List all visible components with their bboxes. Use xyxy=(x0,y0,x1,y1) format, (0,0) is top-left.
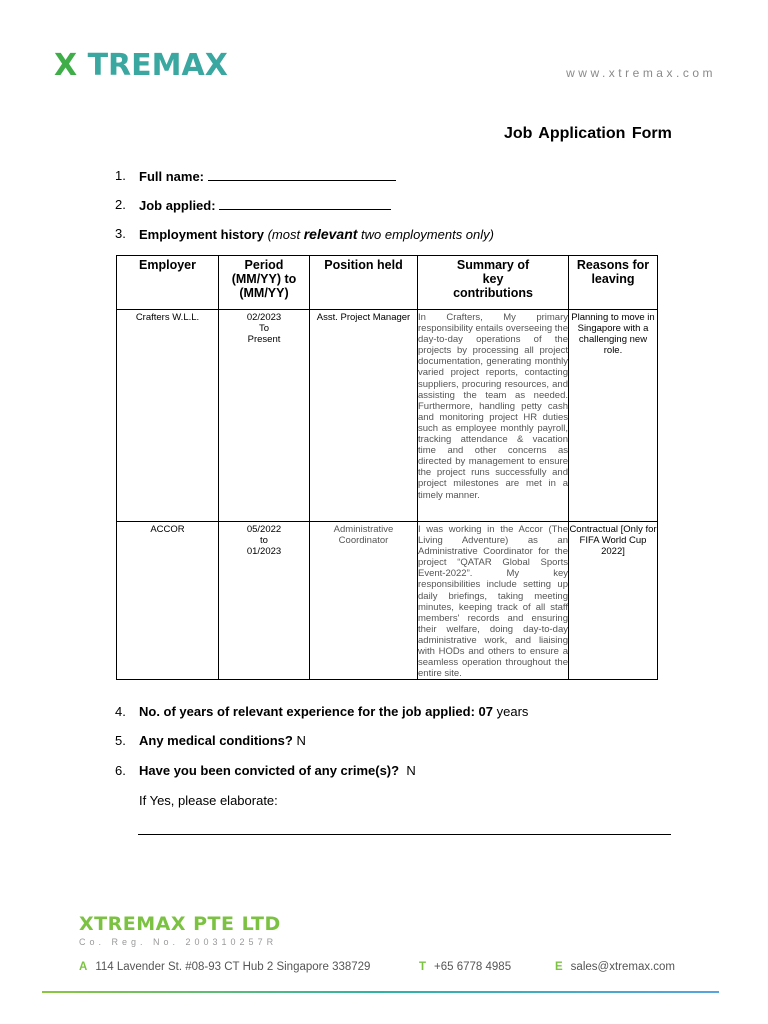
employer-cell: ACCOR xyxy=(117,522,219,680)
period-cell: 02/2023 To Present xyxy=(219,310,310,522)
full-name-field[interactable] xyxy=(208,168,396,181)
question-years-experience xyxy=(0,704,768,720)
note-post: two employments only) xyxy=(361,227,494,242)
medical-conditions-answer: N xyxy=(296,733,306,748)
summary-cell: I was working in the Accor (The Living Adventure) as an Administrative Coordinator for the project “QATAR Global Sports Event-2022”. My key responsibilities include setting up daily briefings, taking meeting minutes, keeping track of all staff members' records and ensuring their welfare, doing day-to-day administrative work, and liaising with HODs and others to ensure a seamless operation throughout the entire site. xyxy=(418,522,569,680)
years-experience-answer: years xyxy=(496,704,529,719)
header-employer: Employer xyxy=(117,256,219,310)
question-label xyxy=(139,704,528,719)
phone-text: +65 6778 4985 xyxy=(434,961,512,973)
full-name-label: Full name: xyxy=(139,169,205,184)
footer-accent-bar xyxy=(42,991,719,993)
question-label xyxy=(139,168,396,184)
elaborate-field[interactable] xyxy=(138,834,671,835)
question-number: 2. xyxy=(115,197,126,212)
email-label: E xyxy=(555,961,563,973)
period-cell: 05/2022 to 01/2023 xyxy=(219,522,310,680)
note-emphasis: relevant xyxy=(303,226,358,242)
question-number: 3. xyxy=(115,226,126,241)
question-employment-history xyxy=(0,226,768,242)
question-full-name xyxy=(0,168,768,184)
question-job-applied xyxy=(0,197,768,213)
note-pre: (most xyxy=(267,227,301,242)
question-number: 6. xyxy=(115,763,126,778)
question-label xyxy=(139,763,416,778)
address-label: A xyxy=(79,961,88,973)
table-header-row xyxy=(117,256,658,310)
employer-cell: Crafters W.L.L. xyxy=(117,310,219,522)
convictions-answer: N xyxy=(406,763,416,778)
question-label xyxy=(139,197,391,213)
logo-text: X xyxy=(54,48,78,83)
website-url: www.xtremax.com xyxy=(566,66,716,80)
question-number: 1. xyxy=(115,168,126,183)
header-period: Period (MM/YY) to (MM/YY) xyxy=(219,256,310,310)
employment-history-label: Employment history xyxy=(139,227,264,242)
header-reasons: Reasons for leaving xyxy=(569,256,658,310)
footer-phone xyxy=(419,961,511,973)
question-medical-conditions xyxy=(0,733,768,749)
job-applied-field[interactable] xyxy=(219,197,391,210)
phone-label: T xyxy=(419,961,427,973)
question-label xyxy=(139,226,494,242)
table-row xyxy=(117,522,658,680)
question-label xyxy=(139,733,306,748)
company-logo: X TREMAX xyxy=(54,48,228,83)
footer-address xyxy=(79,961,370,973)
header-summary: Summary of key contributions xyxy=(418,256,569,310)
convictions-label: Have you been convicted of any crime(s)? xyxy=(139,763,400,778)
years-experience-label: No. of years of relevant experience for the job applied: 07 xyxy=(139,704,493,719)
page-title: Job Application Form xyxy=(504,125,672,142)
position-cell: Asst. Project Manager xyxy=(310,310,418,522)
question-number: 5. xyxy=(115,733,126,748)
footer-registration: Co. Reg. No. 200310257R xyxy=(79,937,278,947)
address-text: 114 Lavender St. #08-93 CT Hub 2 Singapore 338729 xyxy=(95,961,371,973)
elaborate-prompt: If Yes, please elaborate: xyxy=(139,793,278,808)
employment-history-table xyxy=(116,255,658,680)
reason-cell: Planning to move in Singapore with a challenging new role. xyxy=(569,310,658,522)
job-applied-label: Job applied: xyxy=(139,198,216,213)
reason-cell: Contractual [Only for FIFA World Cup 2022] xyxy=(569,522,658,680)
medical-conditions-label: Any medical conditions? xyxy=(139,733,293,748)
position-cell: Administrative Coordinator xyxy=(310,522,418,680)
question-number: 4. xyxy=(115,704,126,719)
footer-company-name: XTREMAX PTE LTD xyxy=(79,913,281,935)
table-row xyxy=(117,310,658,522)
header-position: Position held xyxy=(310,256,418,310)
question-convictions xyxy=(0,763,768,779)
email-text[interactable]: sales@xtremax.com xyxy=(570,961,676,973)
summary-cell: In Crafters, My primary responsibility entails overseeing the day-to-day operations of the projects by processing all project documentation, generating monthly varied project reports, contacting suppliers, procuring resources, and assisting the team as needed. Furthermore, handling petty cash and monitoring project HR duties such as employee monthly payroll, tracking attendance & vacation time and other concerns as directed by management to ensure the project runs successfully and project milestones are met in a timely manner. xyxy=(418,310,569,522)
footer-email xyxy=(555,961,675,973)
